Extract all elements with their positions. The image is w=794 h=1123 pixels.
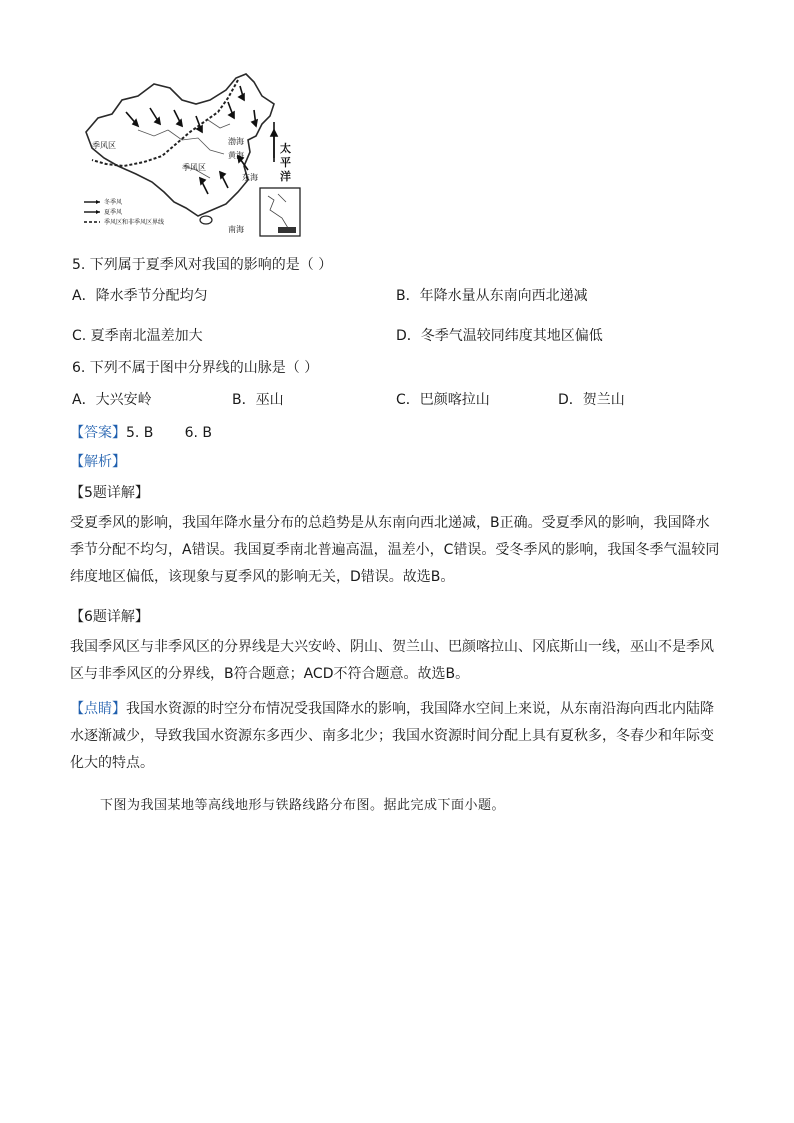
q5-option-c: C. 夏季南北温差加大 <box>72 328 203 344</box>
tip-text: 我国水资源的时空分布情况受我国降水的影响，我国降水空间上来说，从东南沿海向西北内陆降水逐渐减少，导致我国水资源东多西少、南多北少；我国水资源时间分配上具有夏秋多，冬春少和年际变化大的特点。 <box>70 701 714 771</box>
label-east-sea: 东海 <box>242 173 258 182</box>
detail6-label: 【6题详解】 <box>70 609 149 625</box>
svg-text:太: 太 <box>280 142 291 155</box>
q5-option-b: B．年降水量从东南向西北递减 <box>396 288 588 304</box>
answer-value: 5. B 6. B <box>126 425 212 441</box>
answer-label: 【答案】 <box>70 425 126 441</box>
detail5-label: 【5题详解】 <box>70 485 149 501</box>
analysis-label: 【解析】 <box>70 454 126 470</box>
tip-paragraph <box>70 696 722 777</box>
label-pacific <box>279 141 291 183</box>
detail6-text: 我国季风区与非季风区的分界线是大兴安岭、阴山、贺兰山、巴颜喀拉山、冈底斯山一线，巫山不是季风区与非季风区的分界线，B符合题意；ACD不符合题意。故选B。 <box>70 639 714 682</box>
next-question-lead: 下图为我国某地等高线地形与铁路线路分布图。据此完成下面小题。 <box>100 798 506 813</box>
answer-line <box>70 422 212 443</box>
detail5-text: 受夏季风的影响，我国年降水量分布的总趋势是从东南向西北递减，B正确。受夏季风的影响，我国降水季节分配不均匀，A错误。我国夏季南北普遍高温，温差小，C错误。受冬季风的影响，我国冬季气温较同纬度地区偏低，该现象与夏季风的影响无关，D错误。故选B。 <box>70 515 720 585</box>
tip-label: 【点睛】 <box>70 701 126 717</box>
map-svg <box>78 70 310 240</box>
label-bohai: 渤海 <box>228 137 244 146</box>
q5-option-d: D．冬季气温较同纬度其地区偏低 <box>396 328 603 344</box>
q6-option-d: D．贺兰山 <box>558 392 625 408</box>
legend-winter: 冬季风 <box>104 199 123 206</box>
label-monsoon: 季风区 <box>182 163 206 172</box>
label-south-sea: 南海 <box>228 225 244 234</box>
legend-boundary: 季风区和非季风区界线 <box>104 219 165 226</box>
legend-summer: 夏季风 <box>104 209 123 216</box>
svg-text:洋: 洋 <box>280 170 291 183</box>
q6-stem: 6. 下列不属于图中分界线的山脉是（ ） <box>72 360 319 376</box>
china-monsoon-map <box>78 70 310 240</box>
q6-option-b: B．巫山 <box>232 392 284 408</box>
q5-stem: 5. 下列属于夏季风对我国的影响的是（ ） <box>72 257 333 273</box>
q5-option-a: A．降水季节分配均匀 <box>72 288 208 304</box>
map-legend <box>84 198 164 226</box>
q6-option-a: A．大兴安岭 <box>72 392 152 408</box>
label-yellow-sea: 黄海 <box>228 151 244 160</box>
svg-text:平: 平 <box>280 156 291 169</box>
winter-wind-arrows <box>126 86 257 132</box>
hainan-island <box>200 216 212 224</box>
q6-option-c: C．巴颜喀拉山 <box>396 392 490 408</box>
monsoon-boundary-line <box>92 80 238 166</box>
label-non-monsoon: 季风区 <box>92 141 116 150</box>
